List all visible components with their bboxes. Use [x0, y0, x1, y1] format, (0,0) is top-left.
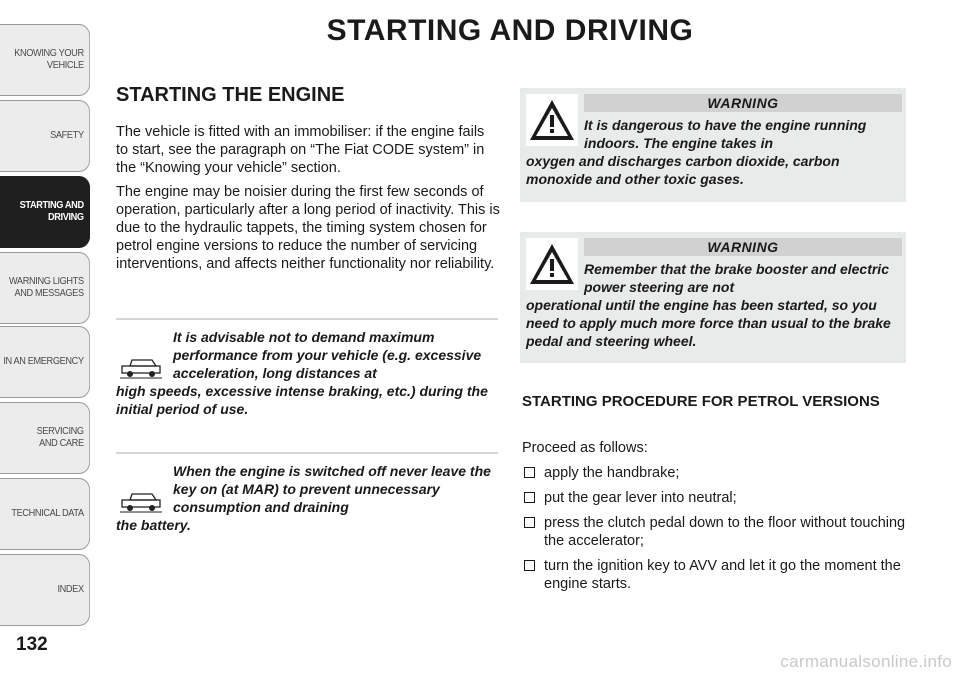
tab-safety[interactable]: SAFETY: [0, 100, 90, 172]
procedure-heading: STARTING PROCEDURE FOR PETROL VERSIONS: [522, 393, 880, 410]
warning-label: WARNING: [584, 238, 902, 256]
tab-in-an-emergency[interactable]: IN AN EMERGENCY: [0, 326, 90, 398]
car-icon: [116, 332, 166, 382]
list-item: apply the handbrake;: [522, 464, 907, 482]
warning-triangle-icon: [526, 238, 578, 290]
list-item: turn the ignition key to AVV and let it go the moment the engine starts.: [522, 557, 907, 593]
checkbox-bullet-icon: [524, 467, 535, 478]
note-key-off: When the engine is switched off never leave the key on (at MAR) to prevent unnecessary consumption and draining the battery.: [116, 463, 491, 533]
note-divider: [116, 318, 498, 320]
warning-label: WARNING: [584, 94, 902, 112]
procedure-steps: [522, 464, 907, 600]
paragraph-engine-noise: The engine may be noisier during the first few seconds of operation, particularly after a long period of inactivity. This is due to the hydraulic tappets, the timing system chosen for petrol engine versions to reduce the number of servicing interventions, and affects neither functionality nor reliability.: [116, 184, 500, 272]
checkbox-bullet-icon: [524, 560, 535, 571]
list-item: put the gear lever into neutral;: [522, 489, 907, 507]
tab-index[interactable]: INDEX: [0, 554, 90, 626]
note-divider: [116, 452, 498, 454]
warning-box-brake-booster: WARNING Remember that the brake booster and electric power steering are not operational until the engine has been started, so you need to apply much more force than usual to the brake pedal and steering wheel.: [520, 232, 906, 363]
checkbox-bullet-icon: [524, 517, 535, 528]
page-title: STARTING AND DRIVING: [326, 14, 694, 47]
section-heading: STARTING THE ENGINE: [116, 84, 345, 106]
tab-knowing-your-vehicle[interactable]: KNOWING YOUR VEHICLE: [0, 24, 90, 96]
tab-servicing-and-care[interactable]: SERVICING AND CARE: [0, 402, 90, 474]
warning-triangle-icon: [526, 94, 578, 146]
watermark: carmanualsonline.info: [780, 652, 952, 671]
page-number: 132: [16, 634, 48, 655]
warning-box-indoors: WARNING It is dangerous to have the engine running indoors. The engine takes in oxygen and discharges carbon dioxide, carbon monoxide and other toxic gases.: [520, 88, 906, 202]
checkbox-bullet-icon: [524, 492, 535, 503]
paragraph-immobiliser: The vehicle is fitted with an immobiliser: if the engine fails to start, see the paragraph on “The Fiat CODE system” in the “Knowing your vehicle” section.: [116, 124, 485, 176]
tab-starting-and-driving[interactable]: STARTING AND DRIVING: [0, 176, 90, 248]
tab-warning-lights[interactable]: WARNING LIGHTS AND MESSAGES: [0, 252, 90, 324]
note-performance: It is advisable not to demand maximum performance from your vehicle (e.g. excessive acceleration, long distances at high speeds, excessive intense braking, etc.) during the initial period of use.: [116, 329, 488, 417]
car-icon: [116, 466, 166, 516]
procedure-intro: Proceed as follows:: [522, 440, 648, 456]
list-item: press the clutch pedal down to the floor without touching the accelerator;: [522, 514, 907, 550]
tab-technical-data[interactable]: TECHNICAL DATA: [0, 478, 90, 550]
